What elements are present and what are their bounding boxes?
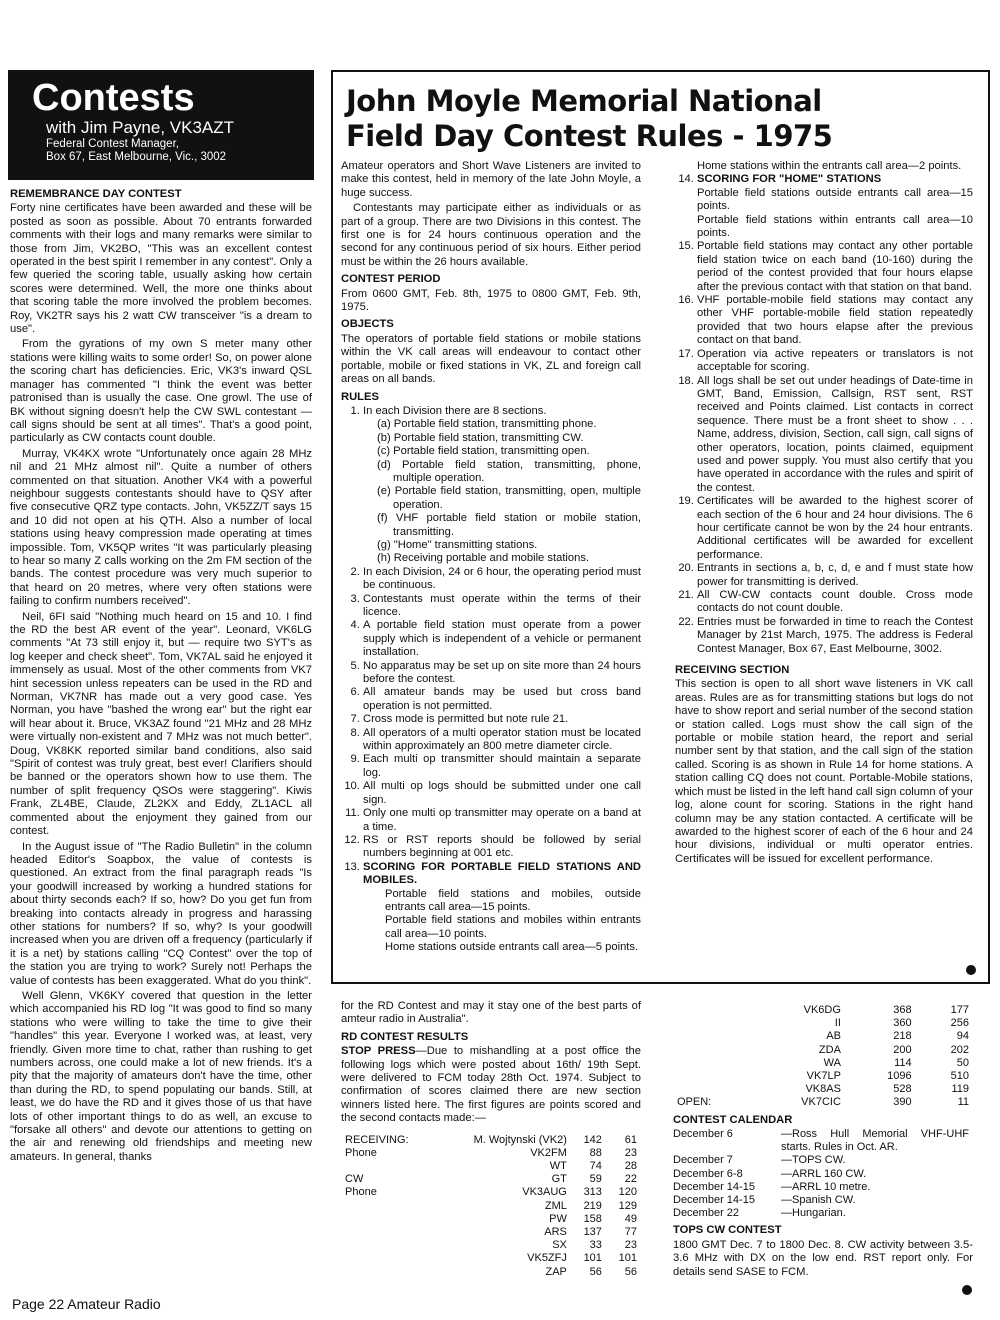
- rules-column-left: [341, 160, 641, 955]
- rd-cont-text: for the RD Contest and may it stay one of the best parts of amteur radio in Australia".: [341, 1000, 641, 1026]
- table-row: ZDA 200 202: [818, 1043, 969, 1056]
- contest-period-text: From 0600 GMT, Feb. 8th, 1975 to 0800 GMT, Feb. 9th, 1975.: [341, 287, 641, 314]
- rule-item: [697, 173, 973, 240]
- rule-item: 12. RS or RST reports should be followed by serial numbers beginning at 001 etc.: [363, 834, 641, 861]
- section-item: (a) Portable field station, transmitting phone.: [377, 418, 597, 431]
- rule-item: 4. A portable field station must operate from a power supply which is independent of a vehicle or permanent installation.: [363, 619, 641, 659]
- calendar-heading: CONTEST CALENDAR: [673, 1113, 793, 1126]
- end-bullet: [966, 962, 976, 980]
- rule-item: 16. VHF portable-mobile field stations may contact any other VHF portable-mobile field station repeatedly provided that two hours elapse after the previous contact on that band.: [697, 294, 973, 348]
- calendar-table: [673, 1128, 973, 1220]
- rule-item: 1. In each Division there are 8 sections. (a) Portable field station, transmitting phone. (b) Portable field station, transmitting CW. (c) Portable field station, transmitting open. (d) Portable field station, transmitting, phone, multiple operation. (e) Portable field station, transmitting, open, multiple operation. (f) VHF portable field station or mobile station, transmitting. (g) "Home" transmitting stations. (h) Receiving portable and mobile stations.: [363, 405, 641, 566]
- table-row: ZML 219 129: [544, 1199, 637, 1212]
- section-item: (c) Portable field station, transmitting open.: [377, 445, 590, 458]
- results-table-continued: [673, 1004, 973, 1110]
- table-row: SX 33 23: [552, 1239, 637, 1252]
- rule-item: 5. No apparatus may be set up on site more than 24 hours before the contest.: [363, 660, 641, 687]
- rules-list-continued: [675, 173, 973, 656]
- section-item: (h) Receiving portable and mobile stations.: [377, 552, 590, 565]
- rule-item: 10. All multi op logs should be submitted under one call sign.: [363, 780, 641, 807]
- table-row: CW GT 59 22: [345, 1173, 637, 1186]
- rules-list: [341, 405, 641, 955]
- section-item: (g) "Home" transmitting stations.: [377, 538, 538, 551]
- table-row: II 360 256: [834, 1017, 969, 1030]
- table-row: VK5ZFJ 101 101: [527, 1252, 637, 1265]
- rules-title-line1: John Moyle Memorial National: [346, 84, 822, 118]
- rules-intro: Contestants may participate either as individuals or as part of a group. There are two Divisions in this contest. The first one is for 24 hours continuous operation and the second for any continuous period of six hours. Either period must be within the 26 hours available.: [341, 202, 641, 268]
- receiving-heading: RECEIVING SECTION: [675, 664, 790, 677]
- end-bullet: [962, 1282, 972, 1300]
- left-paragraph: In the August issue of "The Radio Bulletin" in the column headed Editor's Soapbox, the value of contests is questioned. An extract from the final paragraph reads "Is your goodwill increased by working a hundred stations for about thirty seconds each? If so, how? Do you get fun from breaking into contacts already in progress and harassing other stations for numbers? If so, why? Is your goodwill increased when you are driven off a frequency (particularly if it is a net) by stations calling "CQ Contest" over the top of the station you are trying to work? Surely not! Perhaps the value of contests has been exaggerated. What do you think".: [10, 840, 312, 987]
- stop-press-label: STOP PRESS: [341, 1045, 416, 1058]
- section-item: (e) Portable field station, transmitting, open, multiple operation.: [377, 485, 641, 511]
- calendar-row: December 14-15 —Spanish CW.: [673, 1194, 856, 1207]
- rule13-line: Portable field stations and mobiles, outside entrants call area—15 points.: [385, 887, 641, 913]
- contests-address-line1: Federal Contest Manager,: [46, 138, 179, 150]
- objects-text: The operators of portable field stations or mobile stations within the VK call areas will endeavour to contact other portable, mobile or fixed stations in VK, ZL and foreign call areas on all bands.: [341, 332, 641, 386]
- contests-address-line2: Box 67, East Melbourne, Vic., 3002: [46, 151, 227, 163]
- rule13-line: Home stations within the entrants call area—2 points.: [697, 160, 962, 172]
- rule13-heading: SCORING FOR PORTABLE FIELD STATIONS AND MOBILES.: [363, 860, 641, 887]
- rules-title: [346, 84, 966, 154]
- rule-item: 7. Cross mode is permitted but note rule 21.: [363, 713, 641, 726]
- rule-item: 15. Portable field stations may contact any other portable field station twice on each band (10-160) during the period of the contest provided that four hours elapse after the previous contact with that station on that band.: [697, 240, 973, 294]
- rule-item: 8. All operators of a multi operator station must be located within approximately an 800 metre diameter circle.: [363, 727, 641, 754]
- table-row: ZAP 56 56: [545, 1265, 637, 1278]
- calendar-row: December 6 —Ross Hull Memorial VHF-UHF starts. Rules in Oct. AR.: [673, 1128, 969, 1154]
- rule-item: 11. Only one multi op transmitter may operate on a band at a time.: [363, 807, 641, 834]
- calendar-row: December 14-15 —ARRL 10 metre.: [673, 1180, 871, 1193]
- right-bottom-column: [673, 1004, 973, 1281]
- receiving-text: This section is open to all short wave listeners in VK call areas. Rules are as for transmitting stations but logs do not have to show report and serial number of the second station or station called. Logs must show the call sign of the portable or mobile station heard, the report and serial number sent by that station, and the call sign of the station called. Scoring is as shown in Rule 14 for home stations. A station calling CQ does not count. Portable-Mobile stations, which must be listed in the left hand call sign column of your log, alone count for scoring. Stations in the right hand column may be any station contacted. A certificate will be awarded to the highest scorer of each of the 6 hour and 24 hour divisions, individual or multi operator entries. Certificates will be issued for excellent performance.: [675, 678, 973, 865]
- section-item: (d) Portable field station, transmitting, phone, multiple operation.: [377, 458, 641, 484]
- contests-banner: [8, 70, 314, 180]
- rule-item: 17. Operation via active repeaters or translators is not acceptable for scoring.: [697, 348, 973, 375]
- sections-list: [363, 418, 641, 565]
- stop-press-text: —Due to mishandling at a post office the following logs which were posted about 16th/ 19th Sept. were delivered to FCM today 28th Oct. 1974. Subject to confirmation of scores claimed there are new section winners listed here. The first figures are points scored and the second contacts made:—: [341, 1045, 641, 1125]
- table-row: AB 218 94: [826, 1030, 969, 1043]
- tops-text: 1800 GMT Dec. 7 to 1800 Dec. 8. CW activity between 3.5-3.6 MHz with DX on the low end. RST report only. For details send SASE to FCM.: [673, 1238, 973, 1278]
- table-row: OPEN: VK7CIC 390 11: [677, 1096, 969, 1109]
- rule-item: [363, 861, 641, 955]
- table-row: VK7LP 1096 510: [806, 1070, 969, 1083]
- section-item: (f) VHF portable field station or mobile station, transmitting.: [377, 512, 641, 538]
- left-paragraph: From the gyrations of my own S meter many other stations were killing waits to some order! So, on power alone the scoring chart has deficiencies. Eric, VK3's inward QSL manager has commented "I think the event was better patronised than is usually the case. One growl. The use of BK without signing doesn't help the CW SWL contestant — call signs should be sent at all times". That's a good point, particularly as CW contacts count double.: [10, 338, 312, 445]
- page-footer: Page 22 Amateur Radio: [12, 1296, 161, 1312]
- left-paragraph: Neil, 6FI said "Nothing much heard on 15 and 10. I find the RD the best AR event of the year". Leonard, VK6LG comments "At 73 still enjoy it, but — require two SYT's as log keeper and check sheet". Tom, VK7AL said he enjoyed it immensely as usual. Most of the other comments from VK7 hint secession unless repeaters can be used in the RD and Norman, VK7NR has made out a very good case. Yes Norman, you have "bashed the wrong ear" but the right ear will hear about it. Bruce, VK3AZ found "21 MHz and 28 MHz were virtually non-existent and 7 MHz was not much better". Doug, VK8KK reported similar band conditions, also said "Spirit of contest was truly great, best ever! Clarifiers should be banned or the operators shown how to use them. The number of split frequency QSOs were staggering". Kiwis Frank, ZL4BE, Claude, ZL2KX and Eddy, ZL1ACL all commented about the enjoyment they gained from our contest.: [10, 610, 312, 838]
- rule-item: 6. All amateur bands may be used but cross band operation is not permitted.: [363, 686, 641, 713]
- rules-column-right: [675, 160, 973, 868]
- rule-item: 3. Contestants must operate within the terms of their licence.: [363, 593, 641, 620]
- rule-item: 19. Certificates will be awarded to the highest scorer of each section of the 6 hour and 24 hour divisions. The 6 hour certificate cannot be won by the 24 hour entrants. Additional certificates will be awarded for excellent performance.: [697, 495, 973, 562]
- table-row: Phone VK2FM 88 23: [345, 1146, 637, 1159]
- rd-results-column: [341, 1000, 641, 1279]
- rules-heading: RULES: [341, 390, 379, 403]
- rule-item: 9. Each multi op transmitter should maintain a separate log.: [363, 753, 641, 780]
- rule-item: 2. In each Division, 24 or 6 hour, the operating period must be continuous.: [363, 566, 641, 593]
- rule-item: 22. Entries must be forwarded in time to reach the Contest Manager by 21st March, 1975. The address is Federal Contest Manager, Box 67, East Melbourne, 3002.: [697, 616, 973, 656]
- rules-title-line2: Field Day Contest Rules - 1975: [346, 119, 833, 153]
- contests-subtitle: with Jim Payne, VK3AZT: [46, 118, 235, 137]
- table-row: PW 158 49: [549, 1212, 637, 1225]
- left-paragraph: Well Glenn, VK6KY covered that question in the letter which accompanied his RD log "It was good to find so many stations who were willing to take the time to give their "handles" this year. Everyone I worked was, at least, very friendly. Given more time to chat, rather than rushing to get numbers across, one could make a lot of new friends. It's a pity that the majority of amateurs don't have the time, other than during the RD, to spend populating our bands. Still, at least, we do have the RD and it gives those of us that have lots of other important things to do as well, an excuse to "forsake all others" and devote our attentions to getting on the air and renewing old friendships and meeting new amateurs. In general, thanks: [10, 989, 312, 1163]
- rules-intro: Amateur operators and Short Wave Listeners are invited to make this contest, held in memory of the late John Moyle, a huge success.: [341, 160, 641, 199]
- rd-results-heading: RD CONTEST RESULTS: [341, 1030, 469, 1043]
- table-row: WT 74 28: [549, 1160, 637, 1173]
- rule-item: 21. All CW-CW contacts count double. Cross mode contacts do not count double.: [697, 589, 973, 616]
- section-item: (b) Portable field station, transmitting CW.: [377, 431, 584, 444]
- calendar-row: December 6-8 —ARRL 160 CW.: [673, 1167, 867, 1180]
- rule-item: 18. All logs shall be set out under headings of Date-time in GMT, Band, Emission, Callsign, RST sent, RST received and Points claimed. List contacts in correct sequence. There must be a front sheet to show . . . Name, address, division, Section, call sign, call signs of other operators, location, points claimed, equipment used and power supply. You must also certify that you have operated in accordance with the rules and spirit of the contest.: [697, 375, 973, 496]
- table-row: VK8AS 528 119: [805, 1083, 969, 1096]
- table-row: VK6DG 368 177: [803, 1004, 969, 1016]
- left-paragraph: Forty nine certificates have been awarded and these will be posted as soon as possible. About 70 entrants forwarded comments with their logs and many remarks were similar to those from Jim, VK2BO, "This was an excellent contest operated in the best spirit I remember in any contest". Only a few queried the scoring table, usually asking how certain scores were determined. Well, the more one thinks about that scoring table the more involved the problem becomes. Roy, VK2TR says his 2 watt CW transceiver "is a dream to use".: [10, 202, 312, 336]
- rd-contest-heading: REMEMBRANCE DAY CONTEST: [10, 188, 182, 200]
- left-paragraph: Murray, VK4KX wrote "Unfortunately once again 28 MHz nil and 21 MHz almost nil". Quite a number of others commented on that situation. Another VK4 with a powerful neighbour suggests contestants should have to QSY after five consecutive QRZ type contacts. John, VK5ZZ/T says 15 and 10 did not open at his QTH. Also a number of local stations using heavy compression made operating at times impossible. Tom, VK5QP writes "It was particularly pleasing to hear so many Z calls working on the 2m FM section of the bands. The contest procedure was very much superior to that heard on 20 metres, where very often stations were failing to confirm numbers received".: [10, 447, 312, 608]
- table-row: ARS 137 77: [544, 1226, 637, 1239]
- table-row: Phone VK3AUG 313 120: [345, 1186, 637, 1199]
- objects-heading: OBJECTS: [341, 318, 394, 331]
- table-row: WA 114 50: [823, 1056, 969, 1069]
- results-table: [341, 1134, 641, 1279]
- rule13-line: Portable field stations and mobiles within entrants call area—10 points.: [385, 914, 641, 940]
- calendar-row: December 7 —TOPS CW.: [673, 1154, 846, 1167]
- rule-item: 20. Entrants in sections a, b, c, d, e and f must state how power for transmitting is derived.: [697, 562, 973, 589]
- stop-press: [341, 1045, 641, 1125]
- contest-period-heading: CONTEST PERIOD: [341, 273, 441, 286]
- rule14-heading: SCORING FOR "HOME" STATIONS: [697, 173, 882, 186]
- rule14-line: Portable field stations within entrants call area—10 points.: [697, 213, 973, 240]
- table-row: RECEIVING: M. Wojtynski (VK2) 142 61: [345, 1133, 637, 1146]
- tops-heading: TOPS CW CONTEST: [673, 1224, 782, 1237]
- rule13-line: Home stations outside entrants call area—5 points.: [385, 941, 639, 954]
- calendar-row: December 22 —Hungarian.: [673, 1207, 846, 1220]
- rule14-line: Portable field stations outside entrants call area—15 points.: [697, 186, 973, 213]
- contests-title: Contests: [32, 77, 195, 119]
- left-column: [10, 184, 312, 1166]
